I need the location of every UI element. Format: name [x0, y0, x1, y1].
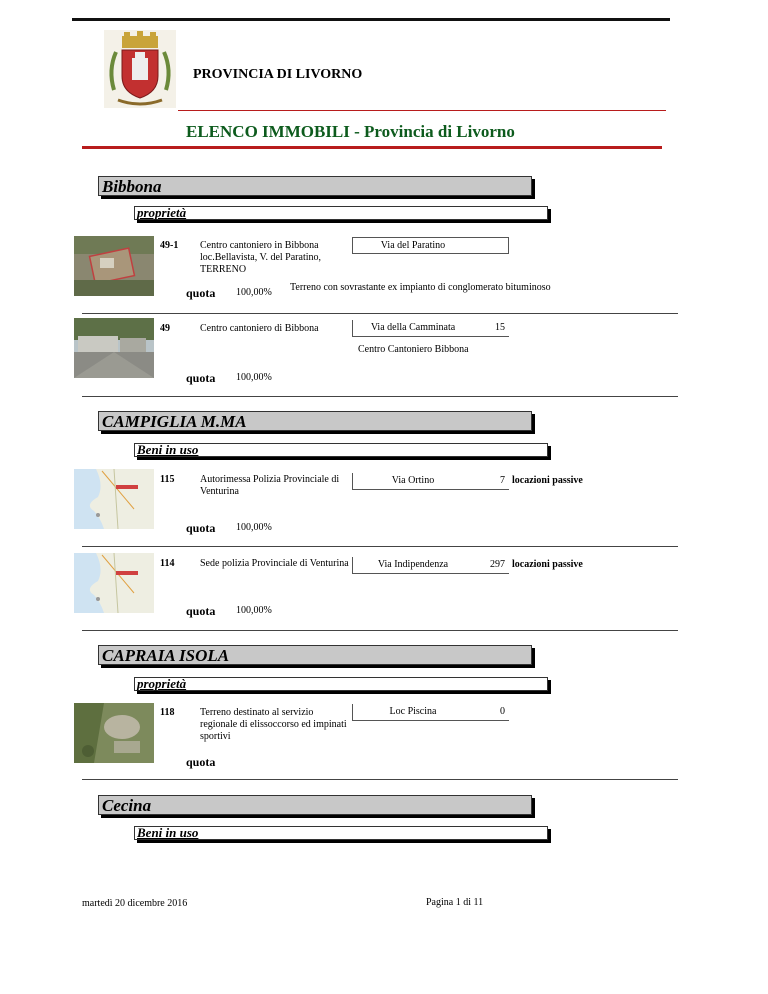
property-code: 118 — [160, 707, 175, 718]
quota-value: 100,00% — [236, 287, 272, 298]
quota-label: quota — [186, 286, 216, 300]
street: Via del Paratino — [380, 240, 446, 251]
row-separator — [82, 546, 678, 547]
row-separator — [82, 630, 678, 631]
lease-tag: locazioni passive — [512, 475, 583, 486]
province-coat-of-arms-logo — [104, 30, 176, 108]
footer-date: martedì 20 dicembre 2016 — [82, 898, 188, 909]
top-rule — [72, 18, 670, 21]
property-note: Terreno con sovrastante ex impianto di conglomerato bituminoso — [290, 282, 551, 293]
row-separator — [82, 396, 678, 397]
page-title: ELENCO IMMOBILI - Provincia di Livorno — [186, 122, 515, 141]
civic-number: 0 — [500, 706, 505, 717]
quota-label: quota — [186, 755, 216, 769]
street: Loc Piscina — [389, 706, 437, 717]
address-box — [352, 557, 509, 574]
address-box — [352, 704, 509, 721]
property-photo — [74, 318, 154, 378]
section-header: CAMPIGLIA M.MA — [98, 411, 532, 431]
property-description: Centro cantoniero di Bibbona — [200, 323, 319, 334]
property-code: 49 — [160, 323, 170, 334]
property-description: Terreno destinato al servizio regionale di elissoccorso ed impinati sportivi — [200, 707, 347, 742]
section-header: CAPRAIA ISOLA — [98, 645, 532, 665]
subsection-header: Beni in uso — [134, 826, 548, 840]
quota-value: 100,00% — [236, 522, 272, 533]
quota-label: quota — [186, 371, 216, 385]
street: Via Indipendenza — [377, 559, 449, 570]
property-code: 49-1 — [160, 240, 179, 251]
quota-label: quota — [186, 521, 216, 535]
footer-page-number: Pagina 1 di 11 — [426, 897, 484, 908]
subsection-header: Beni in uso — [134, 443, 548, 457]
civic-number: 15 — [495, 322, 505, 333]
address-box — [352, 473, 509, 490]
civic-number: 297 — [490, 559, 505, 570]
subsection-header: proprietà — [134, 677, 548, 691]
quota-value: 100,00% — [236, 372, 272, 383]
row-separator — [82, 313, 678, 314]
property-map — [74, 553, 154, 613]
property-note: Centro Cantoniero Bibbona — [358, 344, 469, 355]
street: Via Ortino — [391, 475, 435, 486]
organization-name: PROVINCIA DI LIVORNO — [193, 67, 363, 82]
property-description: Sede polizia Provinciale di Venturina — [200, 558, 349, 569]
subsection-header: proprietà — [134, 206, 548, 220]
title-rule — [82, 146, 662, 149]
quota-label: quota — [186, 604, 216, 618]
address-box — [352, 320, 509, 337]
property-photo — [74, 236, 154, 296]
street: Via della Camminata — [370, 322, 456, 333]
address-box — [352, 237, 509, 254]
property-description: Autorimessa Polizia Provinciale di Venturina — [200, 474, 340, 497]
section-header: Cecina — [98, 795, 532, 815]
quota-value: 100,00% — [236, 605, 272, 616]
property-description: Centro cantoniero in Bibbona loc.Bellavista, V. del Paratino, TERRENO — [200, 240, 322, 275]
property-map — [74, 469, 154, 529]
civic-number: 7 — [500, 475, 505, 486]
row-separator — [82, 779, 678, 780]
section-header: Bibbona — [98, 176, 532, 196]
property-photo — [74, 703, 154, 763]
property-code: 115 — [160, 474, 175, 485]
property-code: 114 — [160, 558, 175, 569]
lease-tag: locazioni passive — [512, 559, 583, 570]
header-rule — [178, 110, 666, 111]
